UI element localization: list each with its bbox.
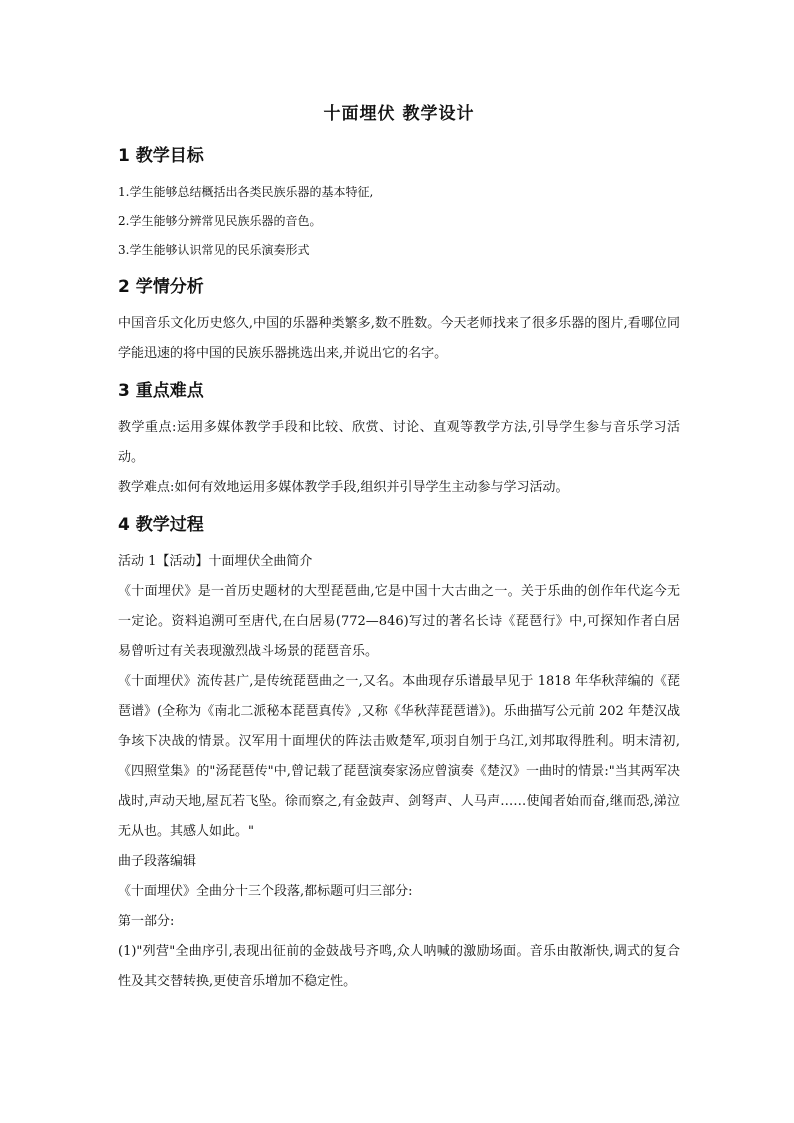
part-label: 第一部分: — [118, 914, 175, 929]
goal-item-2: 2.学生能够分辨常见民族乐器的音色。 — [118, 214, 322, 228]
document-page — [118, 102, 680, 997]
difficulty-paragraph: 教学难点:如何有效地运用多媒体教学手段,组织并引导学生主动参与学习活动。 — [118, 480, 569, 495]
goal-item-1: 1.学生能够总结概括出各类民族乐器的基本特征, — [118, 185, 374, 199]
section-heading-teaching-process: 4 教学过程 — [118, 515, 204, 535]
movement-paragraph-1: (1)"列营"全曲序引,表现出征前的金鼓战号齐鸣,众人呐喊的激励场面。音乐由散渐快,调式的复合性及其交替转换,更使音乐增加不稳定性。 — [118, 944, 680, 989]
section-heading-learner-analysis: 2 学情分析 — [118, 277, 204, 297]
goal-item-3: 3.学生能够认识常见的民乐演奏形式 — [118, 243, 310, 257]
activity-title: 活动 1【活动】十面埋伏全曲简介 — [118, 554, 313, 569]
intro-paragraph-2: 《十面埋伏》流传甚广,是传统琵琶曲之一,又名。本曲现存乐谱最早见于 1818 年华秋萍编的《琵琶谱》(全称为《南北二派秘本琵琶真传》,又称《华秋萍琵琶谱》)。乐曲描写公元前 202 年楚汉战争垓下决战的情景。汉军用十面埋伏的阵法击败楚军,项羽自刎于乌江,刘邦取得胜利。明末清初,《四照堂集》的"汤琵琶传"中,曾记载了琵琶演奏家汤应曾演奏《楚汉》一曲时的情景:"当其两军决战时,声动天地,屋瓦若飞坠。徐而察之,有金鼓声、剑弩声、人马声……使闻者始而奋,继而恐,涕泣无从也。其感人如此。" — [118, 674, 680, 839]
structure-paragraph: 《十面埋伏》全曲分十三个段落,都标题可归三部分: — [118, 884, 413, 899]
section-heading-teaching-goals: 1 教学目标 — [118, 146, 204, 166]
key-point-paragraph: 教学重点:运用多媒体教学手段和比较、欣赏、讨论、直观等教学方法,引导学生参与音乐学习活动。 — [118, 420, 680, 465]
section-subtitle: 曲子段落编辑 — [118, 854, 197, 869]
intro-paragraph-1: 《十面埋伏》是一首历史题材的大型琵琶曲,它是中国十大古曲之一。关于乐曲的创作年代迄今无一定论。资料追溯可至唐代,在白居易(772—846)写过的著名长诗《琵琶行》中,可探知作者白居易曾听过有关表现激烈战斗场景的琵琶音乐。 — [118, 584, 680, 659]
document-title: 十面埋伏 教学设计 — [323, 104, 475, 124]
section-heading-key-points: 3 重点难点 — [118, 381, 204, 401]
learner-analysis-paragraph: 中国音乐文化历史悠久,中国的乐器种类繁多,数不胜数。今天老师找来了很多乐器的图片,看哪位同学能迅速的将中国的民族乐器挑选出来,并说出它的名字。 — [118, 316, 680, 361]
